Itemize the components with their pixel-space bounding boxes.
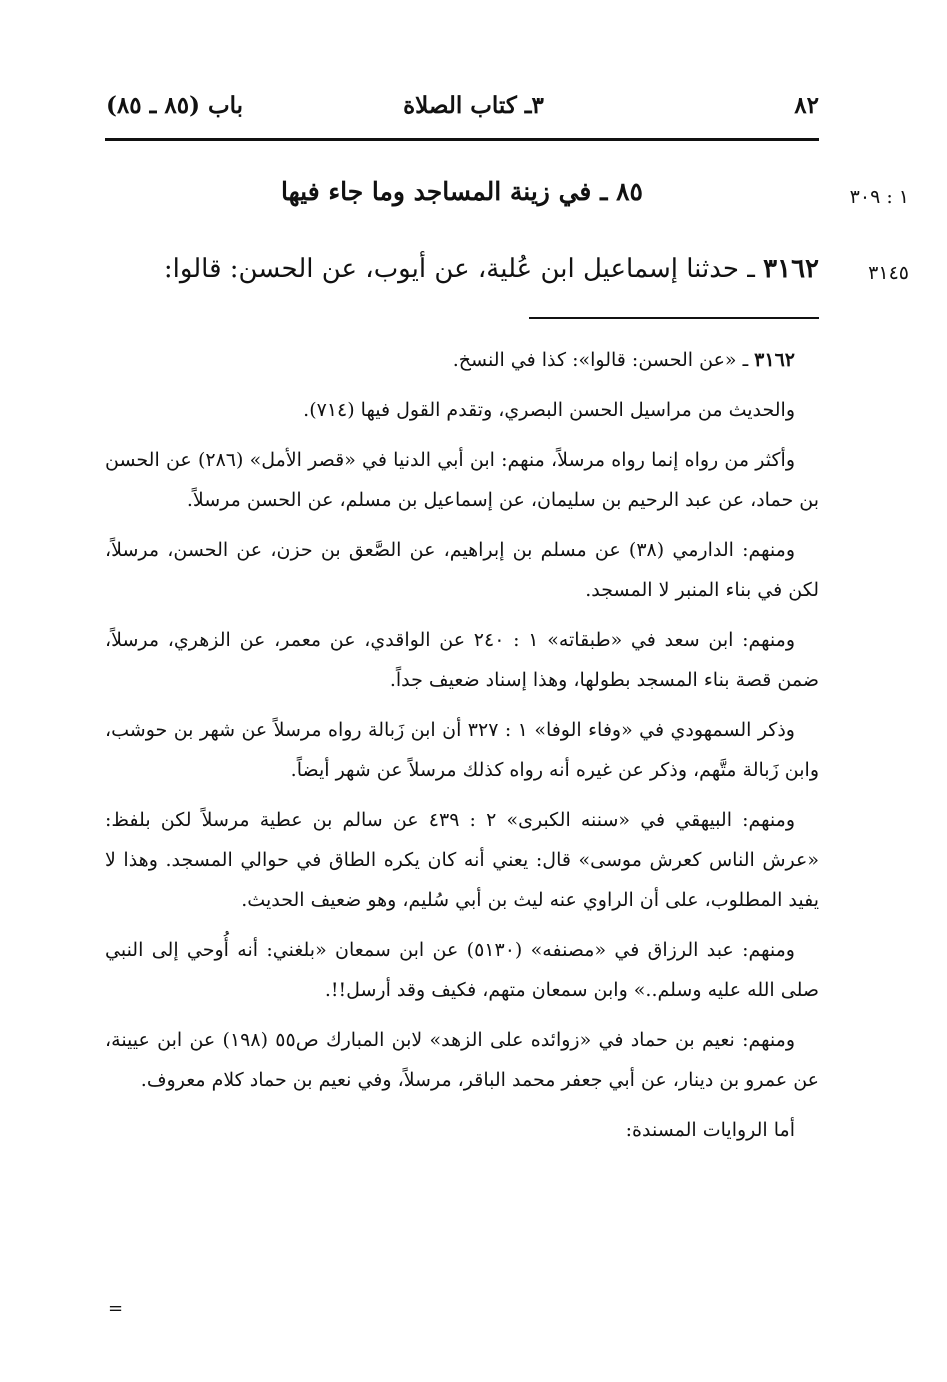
hadith-body: ـ حدثنا إسماعيل ابن عُلية، عن أيوب، عن الحسن: قالوا:: [163, 254, 764, 284]
continuation-mark: =: [108, 1298, 124, 1319]
hadith-cross-reference: ٣١٤٥: [868, 262, 909, 284]
footnote-intro-text: ـ «عن الحسن: قالوا»: كذا في النسخ.: [452, 349, 755, 371]
footnote-paragraph: والحديث من مراسيل الحسن البصري، وتقدم القول فيها (٧١٤).: [303, 399, 795, 421]
book-title: ٣ـ كتاب الصلاة: [403, 92, 544, 119]
hadith-text: [105, 254, 819, 284]
page-number: ٨٢: [794, 92, 819, 119]
footnote-paragraph: ومنهم: ابن سعد في «طبقاته» ١ : ٢٤٠ عن الواقدي، عن معمر، عن الزهري، مرسلاً، ضمن قصة بناء المسجد بطولها، وهذا إسناد ضعيف جداً.: [105, 629, 819, 691]
footnotes: [105, 340, 819, 1160]
footnote-paragraph: وأكثر من رواه إنما رواه مرسلاً، منهم: ابن أبي الدنيا في «قصر الأمل» (٢٨٦) عن الحسن بن حماد، عن عبد الرحيم بن سليمان، عن إسماعيل بن مسلم، عن الحسن مرسلاً.: [105, 449, 819, 511]
footnote-paragraph: ومنهم: البيهقي في «سننه الكبرى» ٢ : ٤٣٩ عن سالم بن عطية مرسلاً لكن بلفظ: «عرش الناس كعرش موسى» قال: يعني أنه كان يكره الطاق في حوالي المسجد. وهذا لا يفيد المطلوب، على أن الراوي عنه ليث بن أبي سُليم، وهو ضعيف الحديث.: [105, 809, 819, 911]
chapter-range: باب (٨٥ ـ ٨٥): [106, 92, 244, 119]
hadith-number: ٣١٦٢: [763, 254, 819, 284]
header-rule: [105, 138, 819, 141]
footnote-number: ٣١٦٢: [754, 349, 795, 371]
volume-reference: ١ : ٣٠٩: [849, 186, 909, 208]
footnote-paragraph: ومنهم: نعيم بن حماد في «زوائده على الزهد» لابن المبارك ص٥٥ (١٩٨) عن ابن عيينة، عن عمرو بن دينار، عن أبي جعفر محمد الباقر، مرسلاً، وفي نعيم بن حماد كلام معروف.: [105, 1029, 819, 1091]
footnote-paragraph: أما الروايات المسندة:: [625, 1119, 795, 1141]
footnote-intro: [105, 340, 819, 380]
footnote-paragraph: وذكر السمهودي في «وفاء الوفا» ١ : ٣٢٧ أن ابن زَبالة رواه مرسلاً عن شهر بن حوشب، وابن زَبالة متَّهم، وذكر عن غيره أنه رواه كذلك مرسلاً عن شهر أيضاً.: [105, 719, 819, 781]
footnote-paragraph: ومنهم: الدارمي (٣٨) عن مسلم بن إبراهيم، عن الصَّعق بن حزن، عن الحسن، مرسلاً، لكن في بناء المنبر لا المسجد.: [105, 539, 819, 601]
footnote-paragraph: ومنهم: عبد الرزاق في «مصنفه» (٥١٣٠) عن ابن سمعان «بلغني: أنه أُوحي إلى النبي صلى الله عليه وسلم..» وابن سمعان متهم، فكيف وقد أرسل!!.: [105, 939, 819, 1001]
chapter-title: ٨٥ ـ في زينة المساجد وما جاء فيها: [281, 177, 643, 206]
footnote-rule: [529, 317, 819, 319]
